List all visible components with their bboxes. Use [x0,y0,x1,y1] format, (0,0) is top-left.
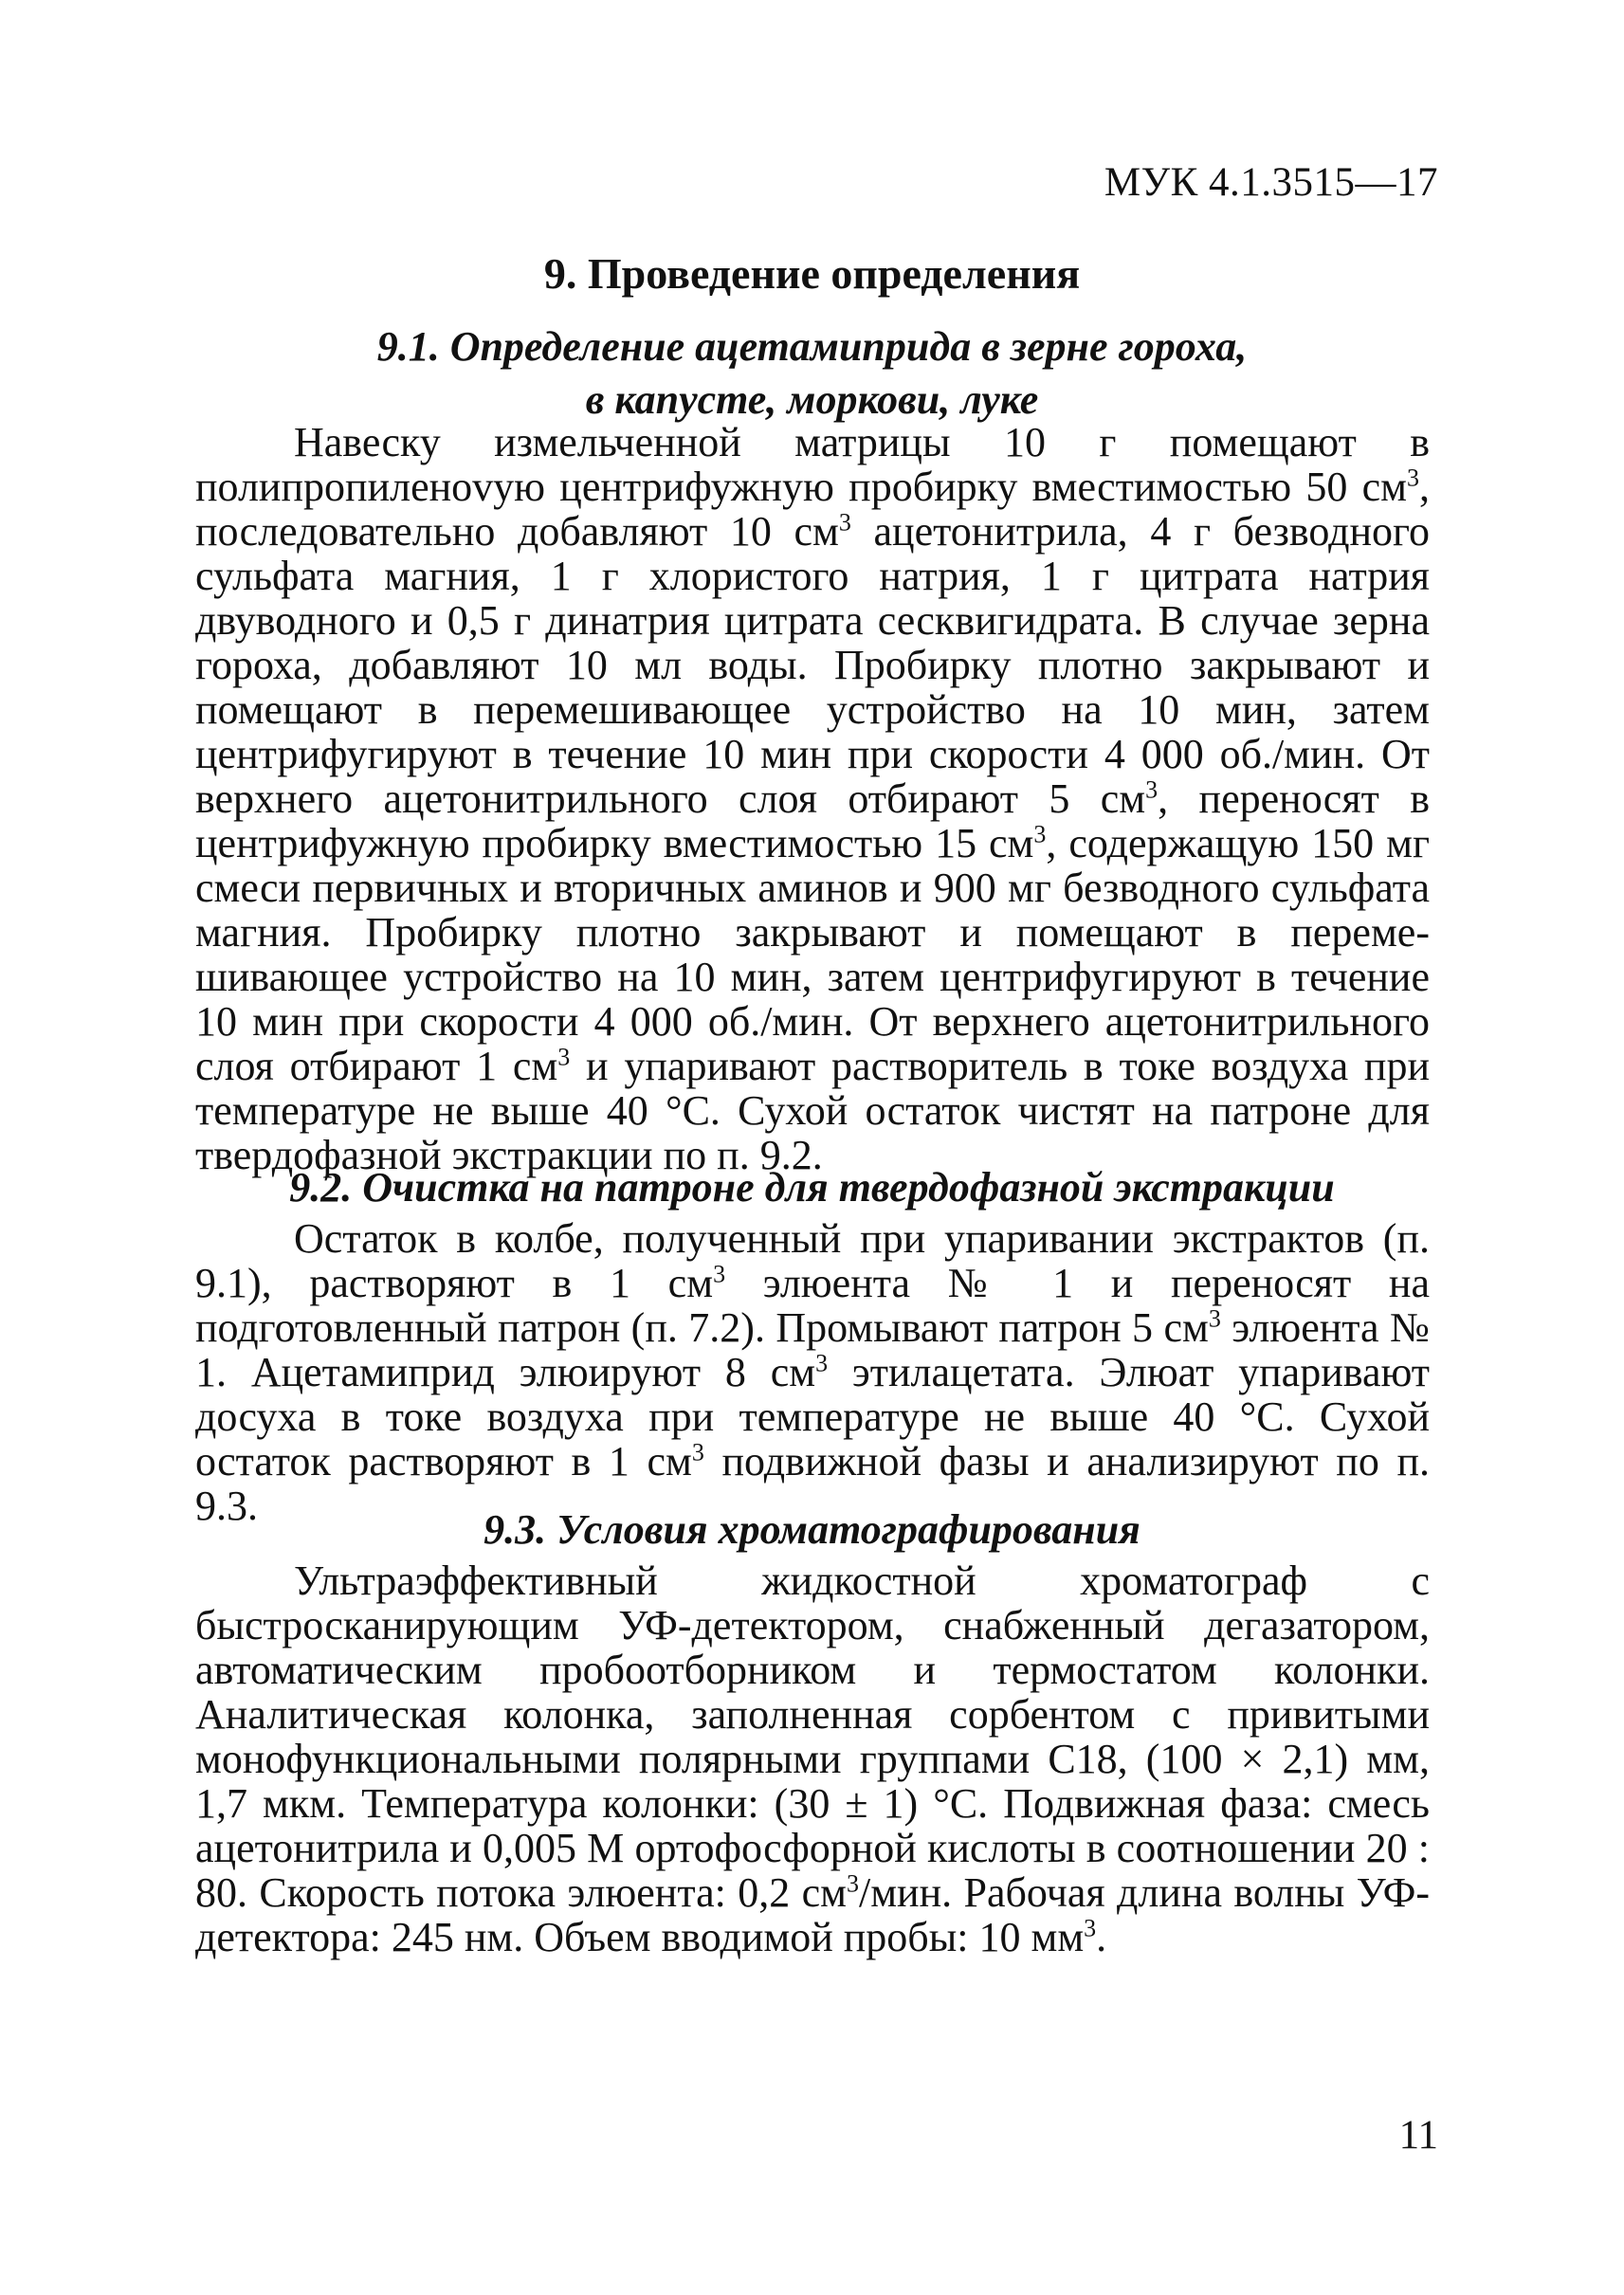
subsection-9-2-title: 9.2. Очистка на патроне для твердофазной экстракции [289,1164,1335,1211]
paragraph-9-1-text-b: , последовательно добавляют 10 см [195,464,1430,555]
subsection-9-1-title-line-1: 9.1. Определение ацетамиприда в зерне гороха, [376,323,1248,370]
paragraph-9-3-text-c: . [1096,1914,1107,1960]
paragraph-9-1-text-c: ацетонитрила, 4 г безводного сульфата магния, 1 г хлористого натрия, 1 г цитрата натрия двуводного и 0,5 г динатрия цитрата сесквигидрата. В случае зерна гороха, добавляют 10 мл воды. Пробирку плотно закрывают и помещают в перемешивающее устройство на 10 мин, затем центрифугируют в течение 10 мин при скорости 4 000 об./мин. От верхнего ацетонитрильного слоя отбирают 5 см [195,508,1430,822]
paragraph-9-2-text-c: элюента № 1. Ацетамиприд элюируют 8 см [195,1304,1430,1395]
paragraph-9-2-text-e: подвижной фазы и анализируют по п. 9.3. [195,1438,1431,1529]
superscript-cubic: 3 [1208,1304,1221,1333]
paragraph-9-3 [195,1558,1430,1959]
superscript-cubic: 3 [1033,820,1047,848]
superscript-cubic: 3 [557,1043,571,1071]
superscript-cubic: 3 [815,1349,829,1377]
superscript-cubic: 3 [1407,464,1419,492]
superscript-cubic: 3 [713,1260,726,1288]
superscript-cubic: 3 [838,508,851,537]
paragraph-9-1 [195,420,1430,1177]
paragraph-9-1-text-d: , переносят в центрифужную пробирку вместимостью 15 см [195,775,1430,866]
paragraph-9-2-text-a: Остаток в колбе, полученный при упаривании экстрактов (п. 9.1), растворяют в 1 см [195,1215,1430,1306]
paragraph-9-1-text-a: Навеску измельченной матрицы 10 г помещают в полипропиленоvую центрифужную пробирку вместимостью 50 см [195,419,1430,510]
superscript-cubic: 3 [1084,1914,1097,1942]
paragraph-9-1-text-f: и упаривают растворитель в токе воздуха при температуре не выше 40 °С. Сухой остаток чистят на патроне для твердофазной экстракции по п. 9.2. [195,1043,1431,1178]
superscript-cubic: 3 [1145,775,1159,804]
paragraph-9-2-text-d: этилацетата. Элюат упаривают досуха в токе воздуха при температуре не выше 40 °С. Сухой остаток растворяют в 1 см [195,1349,1430,1484]
document-code-header: МУК 4.1.3515—17 [1104,160,1438,205]
subsection-9-3-title: 9.3. Условия хроматографирования [484,1506,1140,1553]
page-number: 11 [1398,2113,1438,2158]
paragraph-9-3-text-b: /мин. Рабочая длина волны УФ-детектора: 245 нм. Объем вводимой пробы: 10 мм [195,1869,1430,1960]
paragraph-9-2-text-b: элюента № 1 и переносят на подготовленный патрон (п. 7.2). Промывают патрон 5 см [195,1260,1430,1351]
subsection-9-1-title [0,320,1624,427]
section-title: 9. Проведение определения [543,249,1081,298]
paragraph-9-2 [195,1216,1430,1528]
subsection-9-1-title-line-2: в капусте, моркови, луке [585,376,1039,423]
paragraph-9-3-text-a: Ультраэффективный жидкостной хроматограф с быстросканирующим УФ-детектором, снабженный дегазатором, автоматическим пробоотборником и термостатом колонки. Аналитическая колонка, заполненная сорбентом с привитыми монофункциональными полярными группами С18, (100 × 2,1) мм, 1,7 мкм. Температура колонки: (30 ± 1) °С. Подвижная фаза: смесь ацетонитрила и 0,005 М ортофосфорной кислоты в соотношении 20 : 80. Скорость потока элюента: 0,2 см [195,1557,1430,1916]
paragraph-9-1-text-e: , содержащую 150 мг смеси первичных и вторичных аминов и 900 мг безводного сульфата магния. Пробирку плотно закрывают и помещают в перемешивающее устройство на 10 мин, затем центрифугируют в течение 10 мин при скорости 4 000 об./мин. От верхнего ацетонитрильного слоя отбирают 1 см [195,820,1430,1089]
superscript-cubic: 3 [846,1869,859,1898]
superscript-cubic: 3 [691,1438,704,1466]
